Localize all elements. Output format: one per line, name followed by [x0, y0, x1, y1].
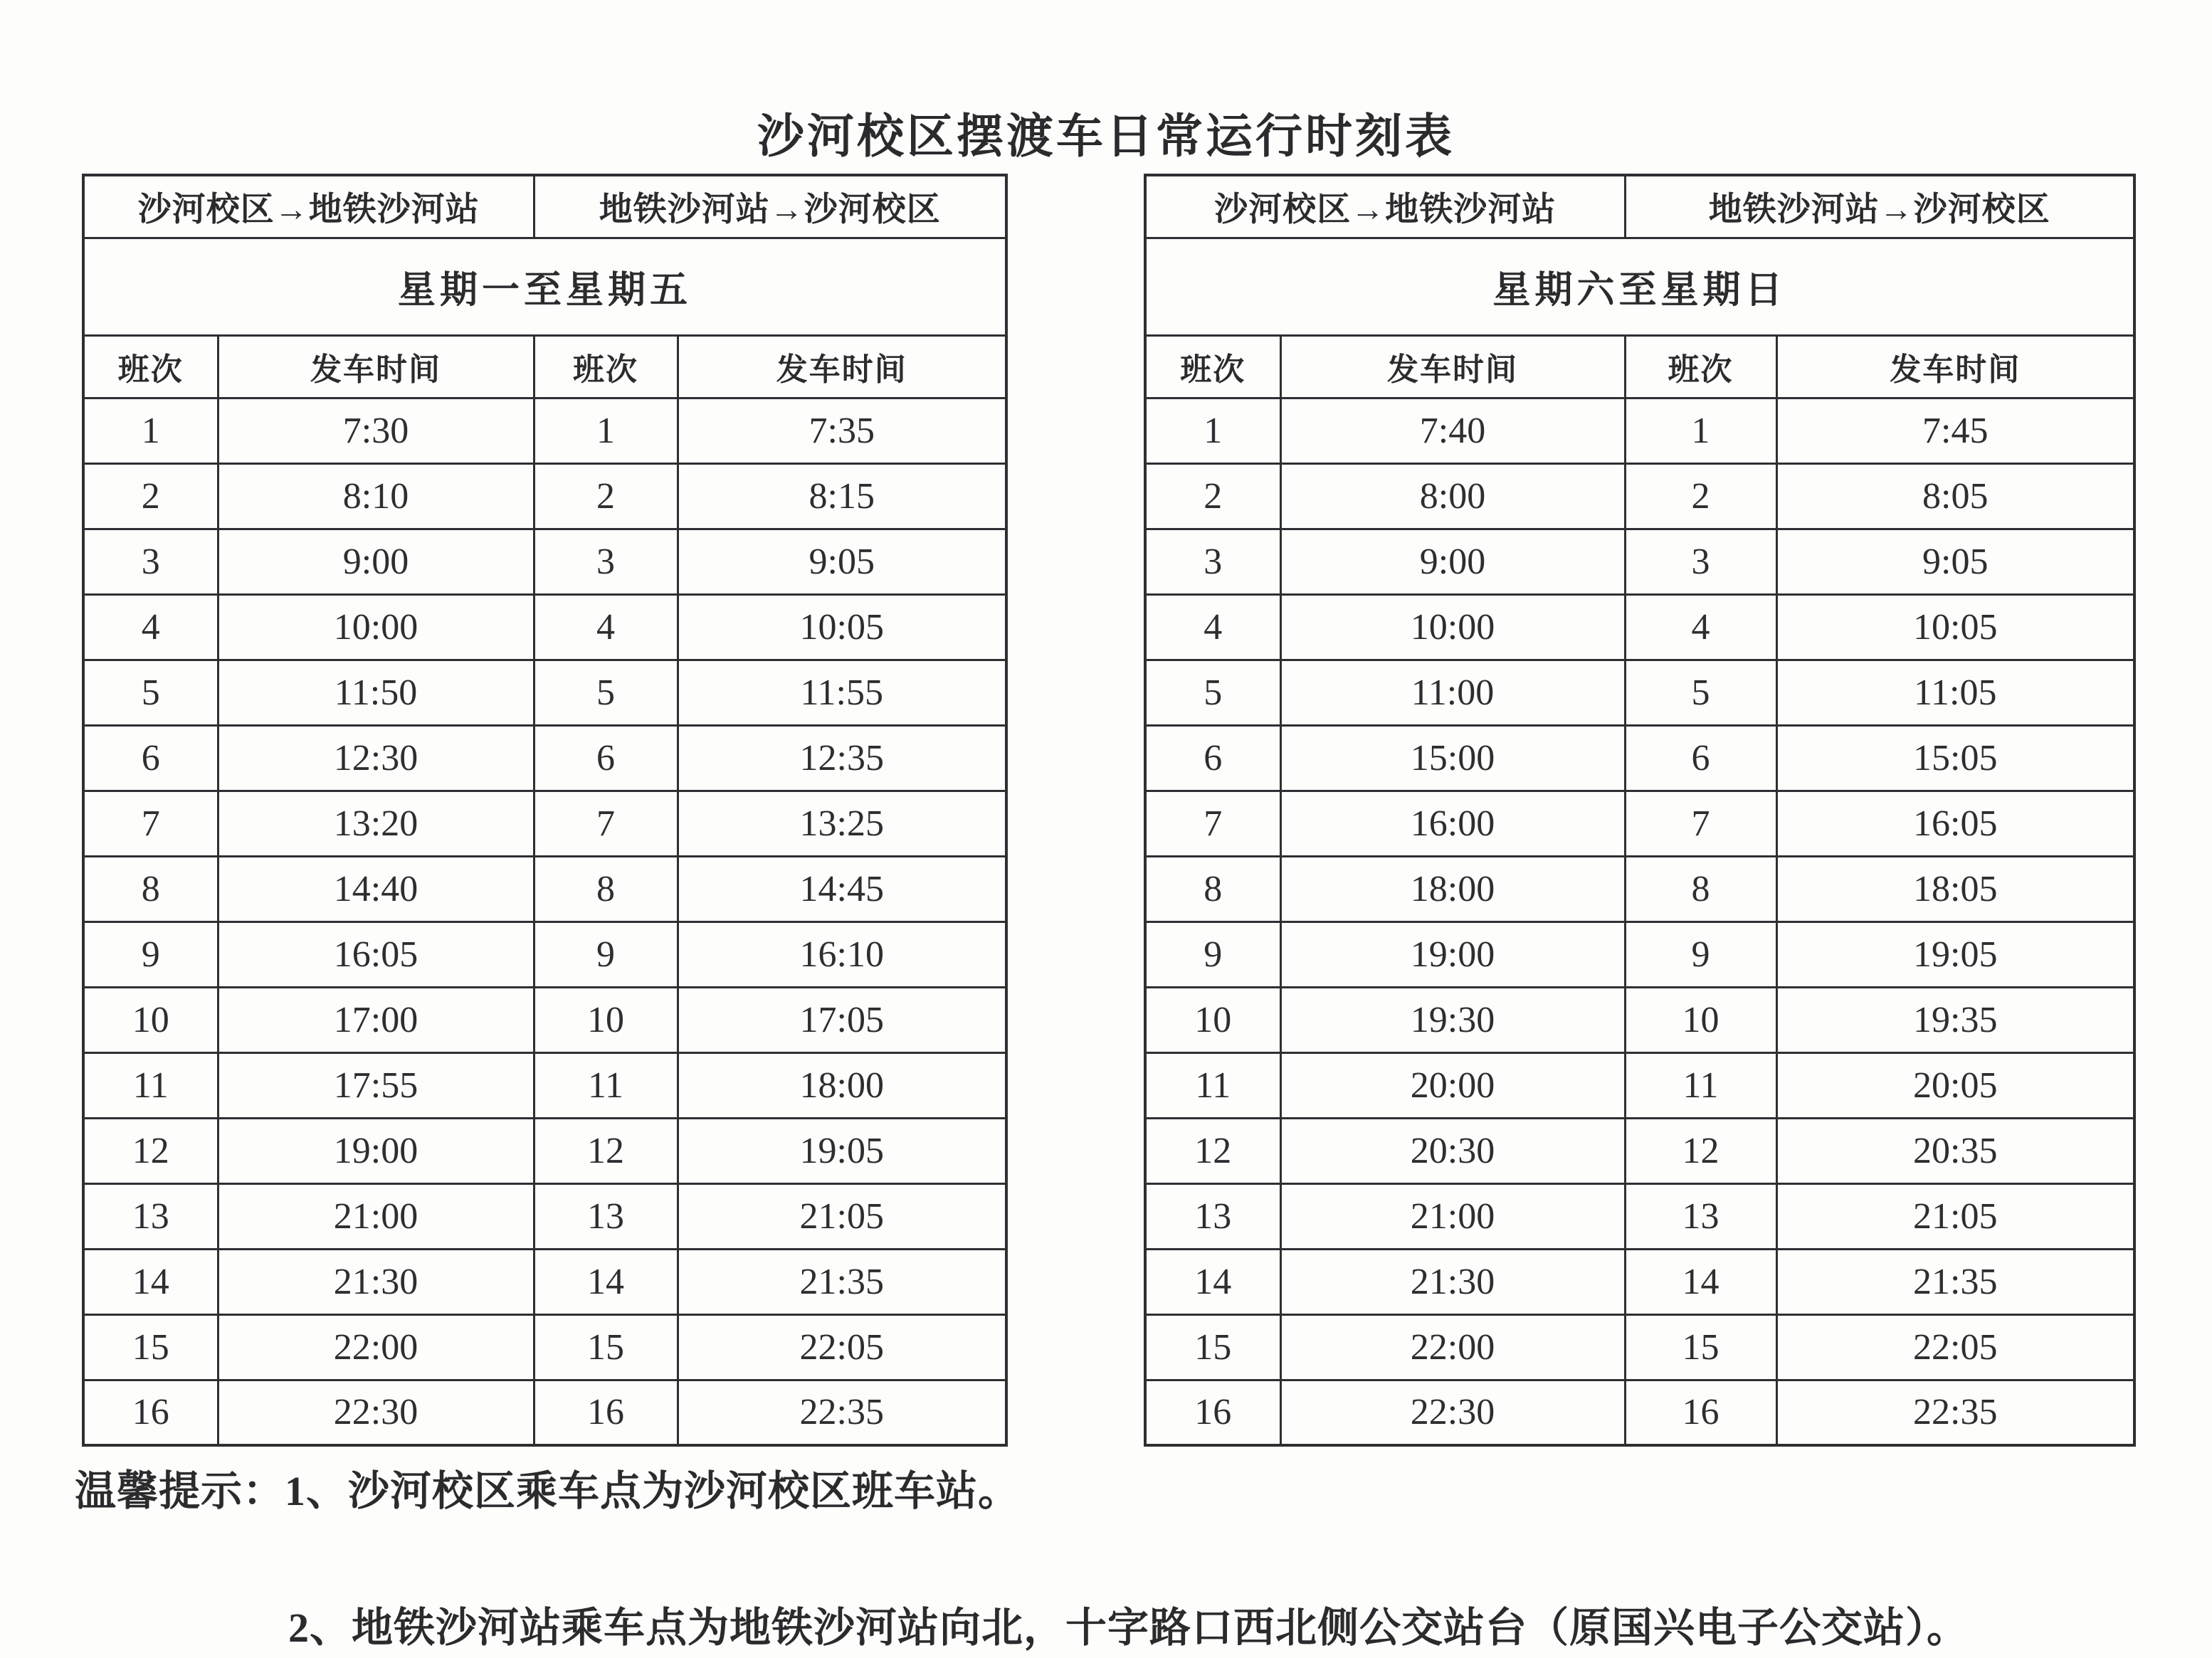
trip-number-cell: 5 — [1145, 660, 1280, 725]
departure-time-cell: 19:35 — [1776, 987, 2134, 1052]
table-row — [83, 922, 1006, 987]
departure-time-cell: 10:05 — [678, 594, 1006, 660]
table-row — [1145, 463, 2134, 529]
trip-number-cell: 7 — [1145, 791, 1280, 856]
trip-number-cell: 13 — [534, 1183, 678, 1249]
departure-time-cell: 14:40 — [218, 856, 534, 922]
departure-time-cell: 17:55 — [218, 1052, 534, 1118]
trip-number-cell: 16 — [83, 1380, 218, 1445]
departure-time-cell: 21:00 — [1280, 1183, 1625, 1249]
departure-time-cell: 19:05 — [1776, 922, 2134, 987]
departure-time-cell: 22:05 — [678, 1314, 1006, 1380]
trip-number-cell: 6 — [1625, 725, 1776, 791]
direction-header-outbound: 沙河校区→地铁沙河站 — [83, 175, 534, 238]
departure-time-cell: 13:20 — [218, 791, 534, 856]
table-row — [1145, 1249, 2134, 1314]
trip-number-cell: 15 — [1625, 1314, 1776, 1380]
departure-time-cell: 10:05 — [1776, 594, 2134, 660]
trip-number-cell: 1 — [534, 398, 678, 463]
table-row — [83, 1052, 1006, 1118]
departure-time-cell: 22:00 — [218, 1314, 534, 1380]
departure-time-cell: 9:00 — [1280, 529, 1625, 594]
departure-time-cell: 17:05 — [678, 987, 1006, 1052]
departure-time-cell: 7:40 — [1280, 398, 1625, 463]
departure-time-cell: 19:30 — [1280, 987, 1625, 1052]
trip-number-cell: 10 — [534, 987, 678, 1052]
departure-time-cell: 11:50 — [218, 660, 534, 725]
table-row — [83, 594, 1006, 660]
trip-number-cell: 13 — [1625, 1183, 1776, 1249]
table-row — [1145, 987, 2134, 1052]
departure-time-cell: 22:05 — [1776, 1314, 2134, 1380]
table-row — [1145, 922, 2134, 987]
timetable-weekend — [1144, 174, 2136, 1447]
trip-number-cell: 15 — [534, 1314, 678, 1380]
departure-time-cell: 7:45 — [1776, 398, 2134, 463]
notes-prefix: 温馨提示： — [75, 1468, 285, 1514]
trip-number-cell: 15 — [1145, 1314, 1280, 1380]
trip-number-cell: 16 — [534, 1380, 678, 1445]
table-row — [83, 1380, 1006, 1445]
departure-time-cell: 21:35 — [1776, 1249, 2134, 1314]
departure-time-cell: 21:30 — [218, 1249, 534, 1314]
direction-header-inbound: 地铁沙河站→沙河校区 — [1625, 175, 2134, 238]
column-header-trip: 班次 — [83, 335, 218, 398]
trip-number-cell: 12 — [1145, 1118, 1280, 1183]
trip-number-cell: 14 — [83, 1249, 218, 1314]
trip-number-cell: 14 — [534, 1249, 678, 1314]
table-row — [1145, 529, 2134, 594]
trip-number-cell: 16 — [1145, 1380, 1280, 1445]
departure-time-cell: 9:05 — [678, 529, 1006, 594]
trip-number-cell: 11 — [1145, 1052, 1280, 1118]
note-line-2: 2、地铁沙河站乘车点为地铁沙河站向北，十字路口西北侧公交站台（原国兴电子公交站）。 — [288, 1605, 1969, 1651]
departure-time-cell: 18:05 — [1776, 856, 2134, 922]
trip-number-cell: 11 — [534, 1052, 678, 1118]
trip-number-cell: 5 — [534, 660, 678, 725]
trip-number-cell: 4 — [1625, 594, 1776, 660]
column-header-row — [83, 335, 1006, 398]
departure-time-cell: 7:35 — [678, 398, 1006, 463]
departure-time-cell: 19:00 — [218, 1118, 534, 1183]
departure-time-cell: 14:45 — [678, 856, 1006, 922]
trip-number-cell: 9 — [1625, 922, 1776, 987]
trip-number-cell: 16 — [1625, 1380, 1776, 1445]
departure-time-cell: 8:05 — [1776, 463, 2134, 529]
departure-time-cell: 21:05 — [678, 1183, 1006, 1249]
trip-number-cell: 8 — [1145, 856, 1280, 922]
departure-time-cell: 8:00 — [1280, 463, 1625, 529]
column-header-trip: 班次 — [1145, 335, 1280, 398]
page-title: 沙河校区摆渡车日常运行时刻表 — [757, 111, 1455, 163]
period-header-row — [83, 238, 1006, 335]
departure-time-cell: 21:30 — [1280, 1249, 1625, 1314]
column-header-time: 发车时间 — [1776, 335, 2134, 398]
direction-header-inbound: 地铁沙河站→沙河校区 — [534, 175, 1006, 238]
trip-number-cell: 8 — [534, 856, 678, 922]
trip-number-cell: 5 — [83, 660, 218, 725]
direction-header-row — [83, 175, 1006, 238]
note-line-1 — [75, 1457, 1020, 1517]
trip-number-cell: 10 — [1625, 987, 1776, 1052]
departure-time-cell: 16:10 — [678, 922, 1006, 987]
timetable-weekend-body — [1145, 398, 2134, 1445]
trip-number-cell: 4 — [534, 594, 678, 660]
table-row — [1145, 1183, 2134, 1249]
table-row — [83, 660, 1006, 725]
column-header-time: 发车时间 — [678, 335, 1006, 398]
departure-time-cell: 22:30 — [1280, 1380, 1625, 1445]
table-row — [83, 529, 1006, 594]
table-row — [83, 463, 1006, 529]
departure-time-cell: 11:05 — [1776, 660, 2134, 725]
trip-number-cell: 3 — [1145, 529, 1280, 594]
trip-number-cell: 14 — [1145, 1249, 1280, 1314]
departure-time-cell: 22:35 — [1776, 1380, 2134, 1445]
departure-time-cell: 11:00 — [1280, 660, 1625, 725]
trip-number-cell: 7 — [534, 791, 678, 856]
departure-time-cell: 15:05 — [1776, 725, 2134, 791]
table-row — [1145, 1380, 2134, 1445]
trip-number-cell: 12 — [83, 1118, 218, 1183]
trip-number-cell: 1 — [1625, 398, 1776, 463]
departure-time-cell: 20:05 — [1776, 1052, 2134, 1118]
table-row — [1145, 725, 2134, 791]
departure-time-cell: 11:55 — [678, 660, 1006, 725]
trip-number-cell: 1 — [83, 398, 218, 463]
departure-time-cell: 12:30 — [218, 725, 534, 791]
trip-number-cell: 4 — [83, 594, 218, 660]
trip-number-cell: 11 — [1625, 1052, 1776, 1118]
trip-number-cell: 7 — [83, 791, 218, 856]
period-header: 星期一至星期五 — [83, 238, 1006, 335]
table-row — [83, 856, 1006, 922]
departure-time-cell: 18:00 — [1280, 856, 1625, 922]
table-row — [83, 1118, 1006, 1183]
trip-number-cell: 3 — [534, 529, 678, 594]
table-row — [83, 1249, 1006, 1314]
trip-number-cell: 2 — [1145, 463, 1280, 529]
departure-time-cell: 21:05 — [1776, 1183, 2134, 1249]
departure-time-cell: 16:05 — [1776, 791, 2134, 856]
departure-time-cell: 13:25 — [678, 791, 1006, 856]
trip-number-cell: 10 — [1145, 987, 1280, 1052]
table-row — [1145, 594, 2134, 660]
table-row — [1145, 856, 2134, 922]
departure-time-cell: 16:00 — [1280, 791, 1625, 856]
trip-number-cell: 1 — [1145, 398, 1280, 463]
departure-time-cell: 10:00 — [1280, 594, 1625, 660]
table-row — [1145, 1314, 2134, 1380]
timetable-weekday — [82, 174, 1008, 1447]
trip-number-cell: 6 — [534, 725, 678, 791]
trip-number-cell: 5 — [1625, 660, 1776, 725]
trip-number-cell: 3 — [1625, 529, 1776, 594]
departure-time-cell: 17:00 — [218, 987, 534, 1052]
table-row — [83, 398, 1006, 463]
table-row — [83, 725, 1006, 791]
departure-time-cell: 20:35 — [1776, 1118, 2134, 1183]
column-header-row — [1145, 335, 2134, 398]
trip-number-cell: 13 — [83, 1183, 218, 1249]
departure-time-cell: 22:00 — [1280, 1314, 1625, 1380]
departure-time-cell: 8:15 — [678, 463, 1006, 529]
trip-number-cell: 6 — [83, 725, 218, 791]
table-row — [83, 1183, 1006, 1249]
table-row — [83, 791, 1006, 856]
table-row — [1145, 398, 2134, 463]
trip-number-cell: 13 — [1145, 1183, 1280, 1249]
trip-number-cell: 7 — [1625, 791, 1776, 856]
departure-time-cell: 9:05 — [1776, 529, 2134, 594]
departure-time-cell: 12:35 — [678, 725, 1006, 791]
departure-time-cell: 9:00 — [218, 529, 534, 594]
departure-time-cell: 20:00 — [1280, 1052, 1625, 1118]
trip-number-cell: 2 — [1625, 463, 1776, 529]
column-header-trip: 班次 — [534, 335, 678, 398]
period-header-row — [1145, 238, 2134, 335]
column-header-time: 发车时间 — [218, 335, 534, 398]
trip-number-cell: 9 — [1145, 922, 1280, 987]
direction-header-outbound: 沙河校区→地铁沙河站 — [1145, 175, 1625, 238]
note-item-1: 1、沙河校区乘车点为沙河校区班车站。 — [285, 1468, 1021, 1514]
departure-time-cell: 19:00 — [1280, 922, 1625, 987]
table-row — [83, 987, 1006, 1052]
timetable-weekday-body — [83, 398, 1006, 1445]
trip-number-cell: 8 — [83, 856, 218, 922]
table-row — [1145, 791, 2134, 856]
trip-number-cell: 12 — [534, 1118, 678, 1183]
direction-header-row — [1145, 175, 2134, 238]
trip-number-cell: 3 — [83, 529, 218, 594]
departure-time-cell: 18:00 — [678, 1052, 1006, 1118]
trip-number-cell: 14 — [1625, 1249, 1776, 1314]
column-header-time: 发车时间 — [1280, 335, 1625, 398]
trip-number-cell: 4 — [1145, 594, 1280, 660]
trip-number-cell: 15 — [83, 1314, 218, 1380]
departure-time-cell: 8:10 — [218, 463, 534, 529]
trip-number-cell: 9 — [83, 922, 218, 987]
departure-time-cell: 19:05 — [678, 1118, 1006, 1183]
departure-time-cell: 10:00 — [218, 594, 534, 660]
departure-time-cell: 20:30 — [1280, 1118, 1625, 1183]
trip-number-cell: 12 — [1625, 1118, 1776, 1183]
trip-number-cell: 6 — [1145, 725, 1280, 791]
trip-number-cell: 11 — [83, 1052, 218, 1118]
departure-time-cell: 22:35 — [678, 1380, 1006, 1445]
departure-time-cell: 15:00 — [1280, 725, 1625, 791]
trip-number-cell: 10 — [83, 987, 218, 1052]
trip-number-cell: 2 — [534, 463, 678, 529]
departure-time-cell: 16:05 — [218, 922, 534, 987]
trip-number-cell: 9 — [534, 922, 678, 987]
table-row — [1145, 660, 2134, 725]
departure-time-cell: 7:30 — [218, 398, 534, 463]
table-row — [1145, 1118, 2134, 1183]
departure-time-cell: 21:35 — [678, 1249, 1006, 1314]
table-row — [83, 1314, 1006, 1380]
trip-number-cell: 8 — [1625, 856, 1776, 922]
departure-time-cell: 22:30 — [218, 1380, 534, 1445]
trip-number-cell: 2 — [83, 463, 218, 529]
period-header: 星期六至星期日 — [1145, 238, 2134, 335]
table-row — [1145, 1052, 2134, 1118]
departure-time-cell: 21:00 — [218, 1183, 534, 1249]
column-header-trip: 班次 — [1625, 335, 1776, 398]
